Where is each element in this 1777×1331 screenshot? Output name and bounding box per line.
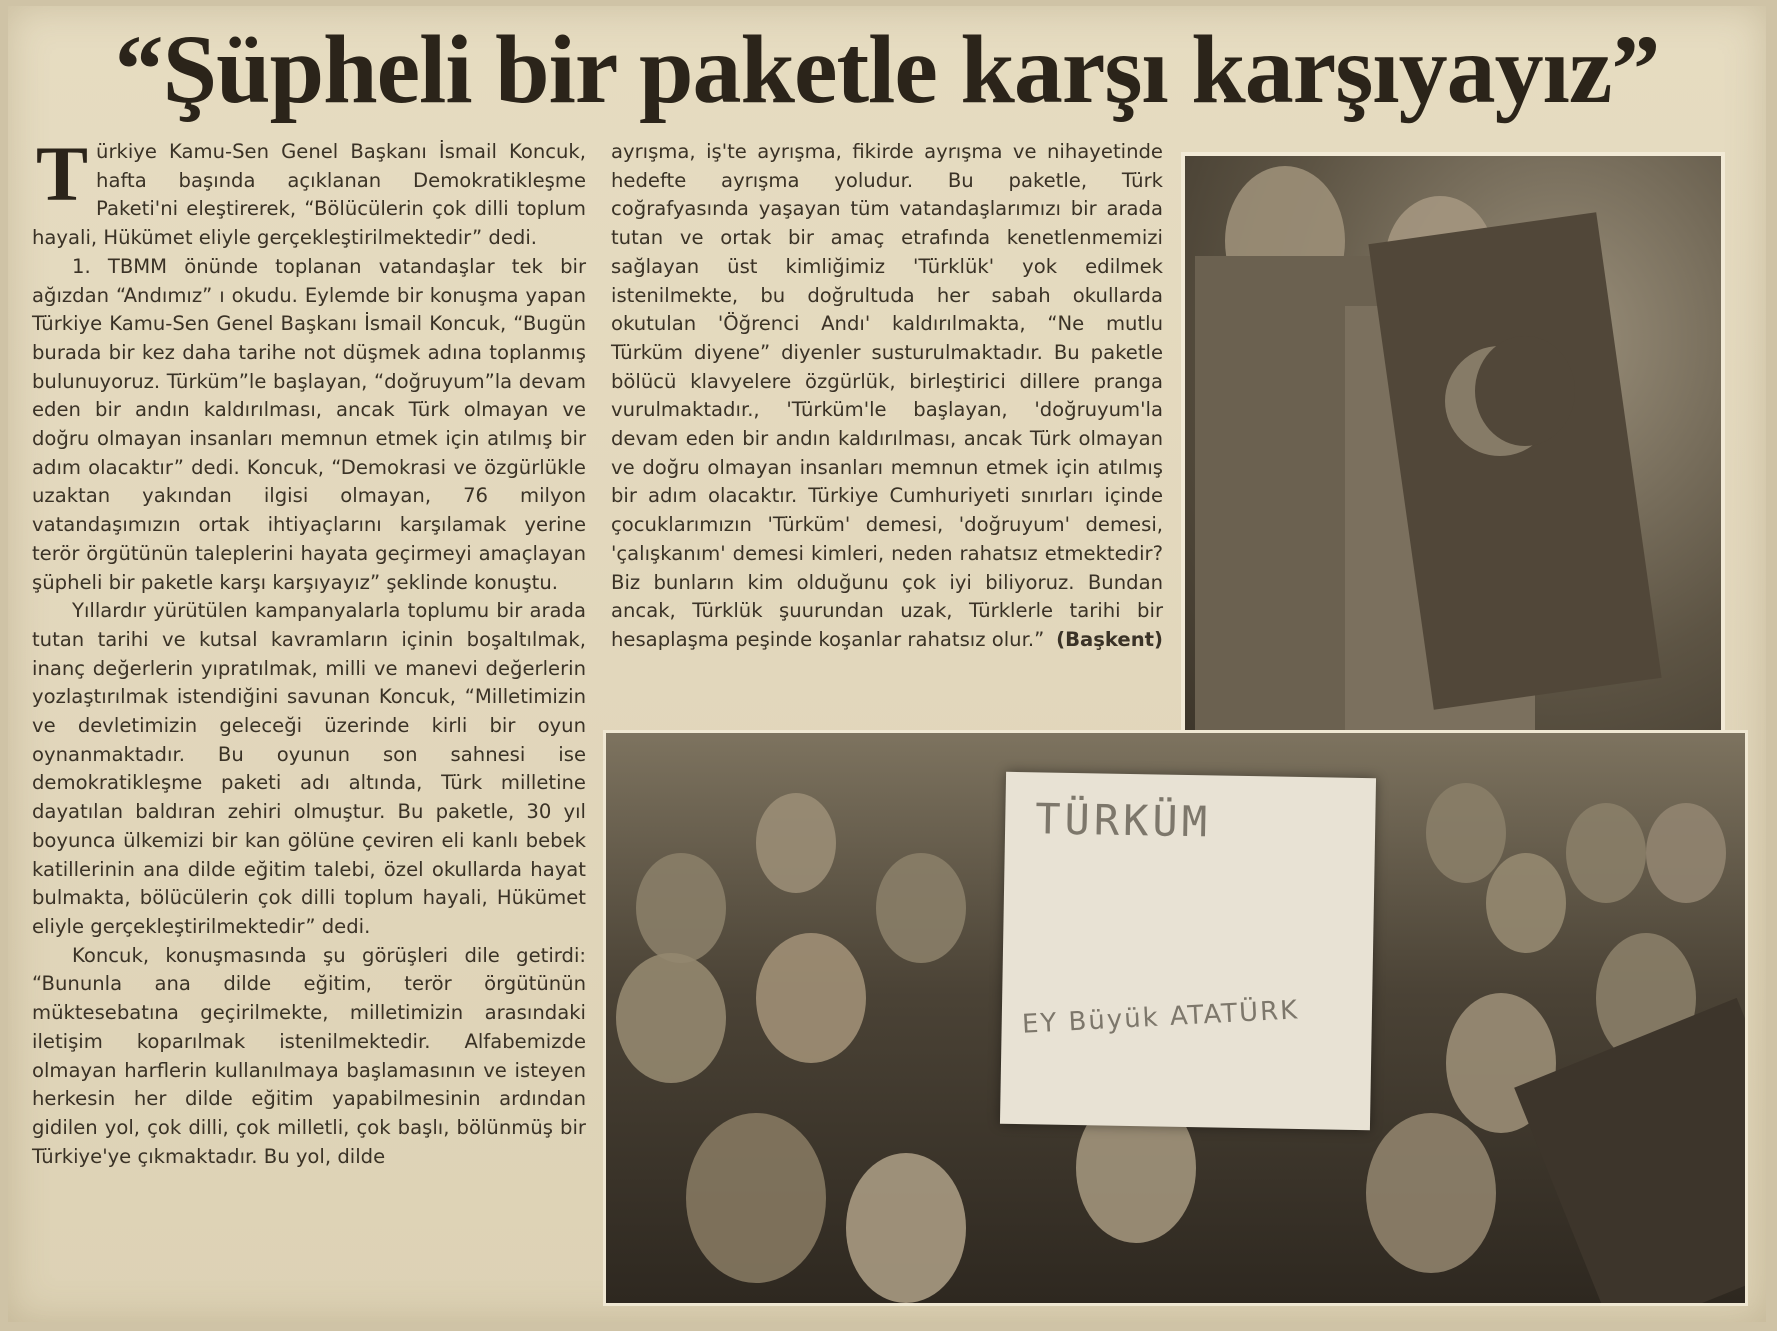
protest-sign — [1000, 772, 1376, 1130]
photo-protest-crowd — [603, 730, 1748, 1306]
source-credit: (Başkent) — [1056, 627, 1163, 651]
dropcap: T — [36, 130, 89, 217]
sign-text-top: TÜRKÜM — [1034, 794, 1212, 847]
headline: “Şüpheli bir paketle karşı karşıyayız” — [114, 16, 1660, 124]
lead-paragraph — [32, 130, 586, 253]
photo-women-with-flag — [1181, 152, 1725, 770]
paragraph-2: 1. TBMM önünde toplanan vatandaşlar tek bir ağızdan “Andımız” ı okudu. Eylemde bir konuşma yapan Türkiye Kamu-Sen Genel Başkanı İsmail Koncuk, “Bugün burada bir kez daha tarihe not düşmek adına toplanmış bulunuyoruz. Türküm”le başlayan, “doğruyum”la devam eden bir andın kaldırılması, ancak Türk olmayan ve doğru olmayan insanları memnun etmek için atılmış bir adım olacaktır” dedi. Koncuk, “Demokrasi ve özgürlükle uzaktan yakından ilgisi olmayan, 76 milyon vatandaşımızın ortak ihtiyaçlarını karşılamak yerine terör örgütünün taleplerini hayata geçirmeyi amaçlayan şüpheli bir paketle karşı karşıyayız” şeklinde konuştu. — [32, 254, 586, 594]
lead-text: ürkiye Kamu-Sen Genel Başkanı İsmail Koncuk, hafta başında açıklanan Demokratikleşme Paketi'ni eleştirerek, “Bölücülerin çok dilli toplum hayali, Hükümet eliyle gerçekleştirilmektedir” dedi. — [32, 140, 586, 250]
newspaper-clipping — [8, 6, 1766, 1322]
article-column-2 — [611, 138, 1163, 655]
paragraph-4: Koncuk, konuşmasında şu görüşleri dile getirdi: “Bununla ana dilde eğitim, terör örgütünün müktesebatına geçirilmekte, milletimizin arasındaki iletişim koparılmak istenilmektedir. Alfabemizde olmayan harflerin kullanılmaya başlamasının ve isteyen herkesin her dilde eğitim yapabilmesinin ardından gidilen yol, çok dilli, çok milletli, çok başlı, bölünmüş bir Türkiye'ye çıkmaktadır. Bu yol, dilde — [32, 943, 586, 1168]
sign-text-bottom: EY Büyük ATATÜRK — [1021, 995, 1300, 1040]
article-column-1 — [32, 130, 586, 1171]
paragraph-3: Yıllardır yürütülen kampanyalarla toplumu bir arada tutan tarihi ve kutsal kavramların içinin boşaltılmak, inanç değerlerin yıpratılmak, milli ve manevi değerlerin yozlaştırılmak istendiğini savunan Koncuk, “Milletimizin ve devletimizin geleceği üzerinde kirli bir oyun oynanmaktadır. Bu oyunun son sahnesi ise demokratikleşme paketi adı altında, Türk milletine dayatılan baldıran zehiri olmuştur. Bu paketle, 30 yıl boyunca ülkemizi bir kan gölüne çeviren eli kanlı bebek katillerinin ana dilde eğitim talebi, özel okullarda hayat bulmakta, bölücülerin çok dilli toplum hayali, Hükümet eliyle gerçekleştirilmektedir” dedi. — [32, 599, 586, 938]
paragraph-5: ayrışma, iş'te ayrışma, fikirde ayrışma ve nihayetinde hedefte ayrışma yoludur. Bu paketle, Türk coğrafyasında yaşayan tüm vatandaşlarımızı bir arada tutan ve ortak bir amaç etrafında kenetlenmemizi sağlayan üst kimliğimiz 'Türklük' yok edilmek istenilmekte, bu doğrultuda her sabah okullarda okutulan 'Öğrenci Andı' kaldırılmakta, “Ne mutlu Türküm diyene” diyenler susturulmaktadır. Bu paketle bölücü klavyelere özgürlük, birleştirici dillere pranga vurulmaktadır., 'Türküm'le başlayan, 'doğruyum'la devam eden bir andın kaldırılması, ancak Türk olmayan ve doğru olmayan insanları memnun etmek için atılmış bir adım olacaktır. Türkiye Cumhuriyeti sınırları içinde çocuklarımızın 'Türküm' demesi, 'doğruyum' demesi, 'çalışkanım' demesi kimleri, neden rahatsız etmektedir? Biz bunların kim olduğunu çok iyi biliyoruz. Bundan ancak, Türklük şuurundan uzak, Türklerle tarihi bir hesaplaşma peşinde koşanlar rahatsız olur.” — [611, 140, 1163, 651]
